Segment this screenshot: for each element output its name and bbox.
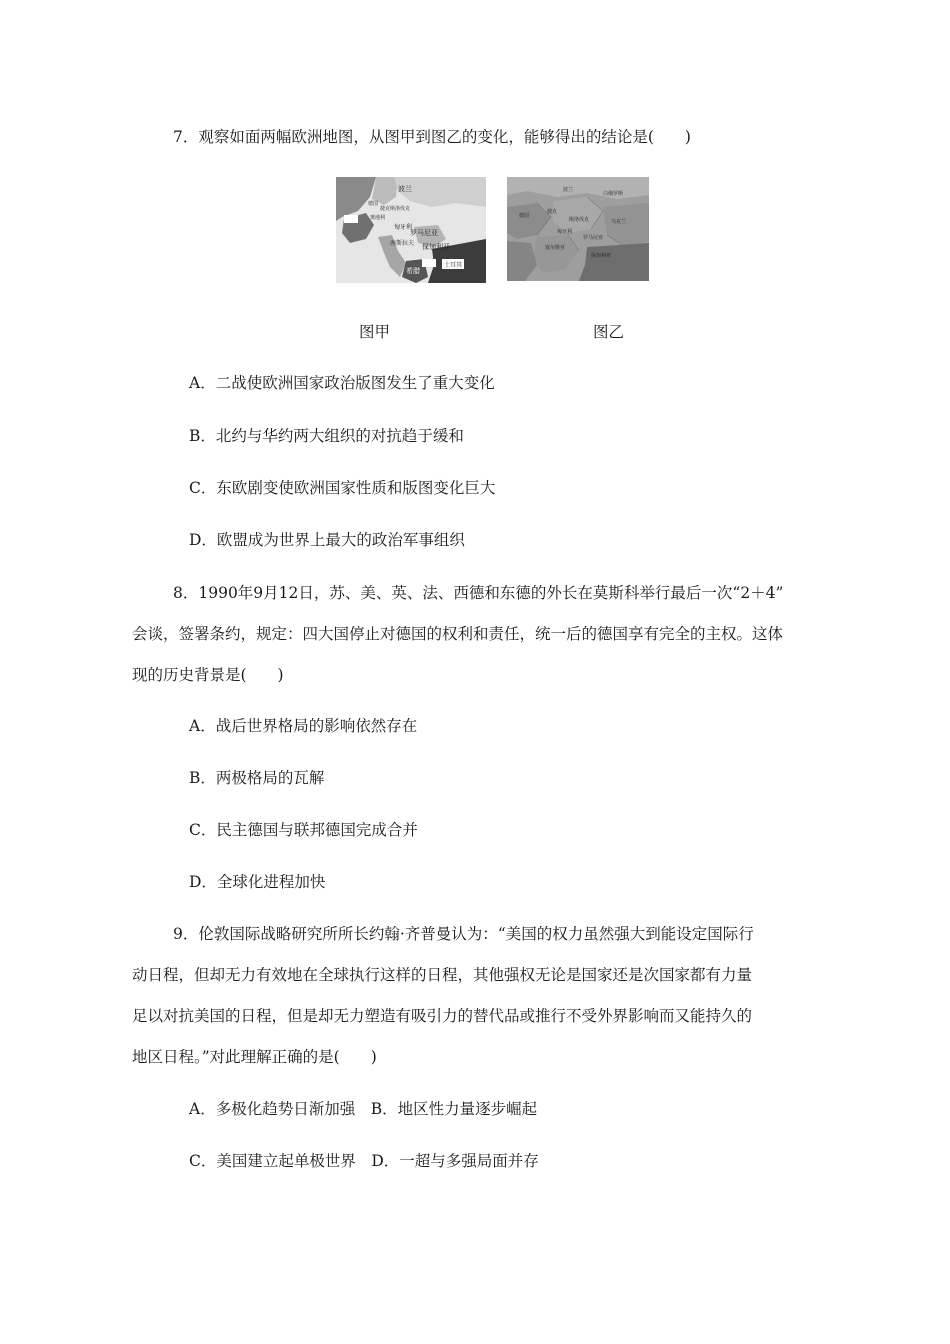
- q9-option-row-2: C．美国建立起单极世界 D．一超与多强局面并存: [189, 1152, 539, 1170]
- q7-option-a: A．二战使欧洲国家政治版图发生了重大变化: [189, 374, 495, 392]
- map-a-label: 捷克斯洛伐克: [380, 206, 411, 212]
- q7-option-d: D．欧盟成为世界上最大的政治军事组织: [189, 531, 465, 549]
- map-b-label: 斯洛伐克: [569, 217, 590, 223]
- q8-stem-line-2: 会谈，签署条约，规定：四大国停止对德国的权利和责任，统一后的德国享有完全的主权。这体: [132, 625, 784, 643]
- map-a-label: 德国: [368, 201, 379, 207]
- q9-stem-line-3: 足以对抗美国的日程，但是却无力塑造有吸引力的替代品或推行不受外界影响而又能持久的: [132, 1007, 753, 1025]
- map-a-label: 南斯拉夫: [390, 240, 415, 247]
- q9-stem-line-2: 动日程，但却无力有效地在全球执行这样的日程，其他强权无论是国家还是次国家都有力量: [132, 966, 753, 984]
- q8-stem-line-3: 现的历史背景是( ): [132, 666, 284, 684]
- q9-stem-line-1: 9．伦敦国际战略研究所所长约翰·齐普曼认为：“美国的权力虽然强大到能设定国际行: [173, 925, 754, 943]
- map-a-label: 罗马尼亚: [410, 229, 438, 237]
- q9-option-row-1: A．多极化趋势日渐加强 B．地区性力量逐步崛起: [189, 1100, 538, 1118]
- map-b-image: [507, 177, 649, 281]
- map-b-label: 保加利亚: [591, 253, 612, 259]
- map-a-label: 奥地利: [370, 215, 386, 221]
- q8-option-b: B．两极格局的瓦解: [189, 769, 325, 787]
- map-a-label: 保加利亚: [422, 243, 450, 251]
- q7-option-b: B．北约与华约两大组织的对抗趋于缓和: [189, 427, 464, 445]
- map-b-caption: 图乙: [593, 323, 625, 341]
- map-b-label: 波兰: [563, 187, 574, 193]
- q8-option-a: A．战后世界格局的影响依然存在: [189, 717, 418, 735]
- map-a-caption: 图甲: [359, 323, 391, 341]
- q8-option-d: D．全球化进程加快: [189, 873, 326, 891]
- map-a-label: 希腊: [406, 267, 420, 275]
- map-b-label: 白俄罗斯: [603, 191, 624, 197]
- map-a-label: 匈牙利: [394, 224, 413, 231]
- map-b-label: 德国: [519, 213, 530, 219]
- q7-option-c: C．东欧剧变使欧洲国家性质和版图变化巨大: [189, 479, 496, 497]
- map-b-label: 捷克: [547, 209, 558, 215]
- map-b-label: 乌克兰: [611, 219, 627, 225]
- q7-stem: 7．观察如面两幅欧洲地图，从图甲到图乙的变化，能够得出的结论是( ): [173, 128, 691, 146]
- q8-option-c: C．民主德国与联邦德国完成合并: [189, 821, 418, 839]
- map-a-label: 土耳其: [444, 262, 463, 269]
- q9-stem-line-4: 地区日程。”对此理解正确的是( ): [132, 1048, 377, 1066]
- map-a-image: [336, 177, 486, 283]
- map-b-label: 塞尔维亚: [545, 245, 566, 251]
- map-b-label: 罗马尼亚: [583, 235, 604, 241]
- q8-stem-line-1: 8．1990年9月12日，苏、美、英、法、西德和东德的外长在莫斯科举行最后一次“2＋4”: [173, 584, 784, 602]
- map-a-label: 波兰: [398, 185, 412, 193]
- map-b-label: 匈牙利: [557, 229, 573, 235]
